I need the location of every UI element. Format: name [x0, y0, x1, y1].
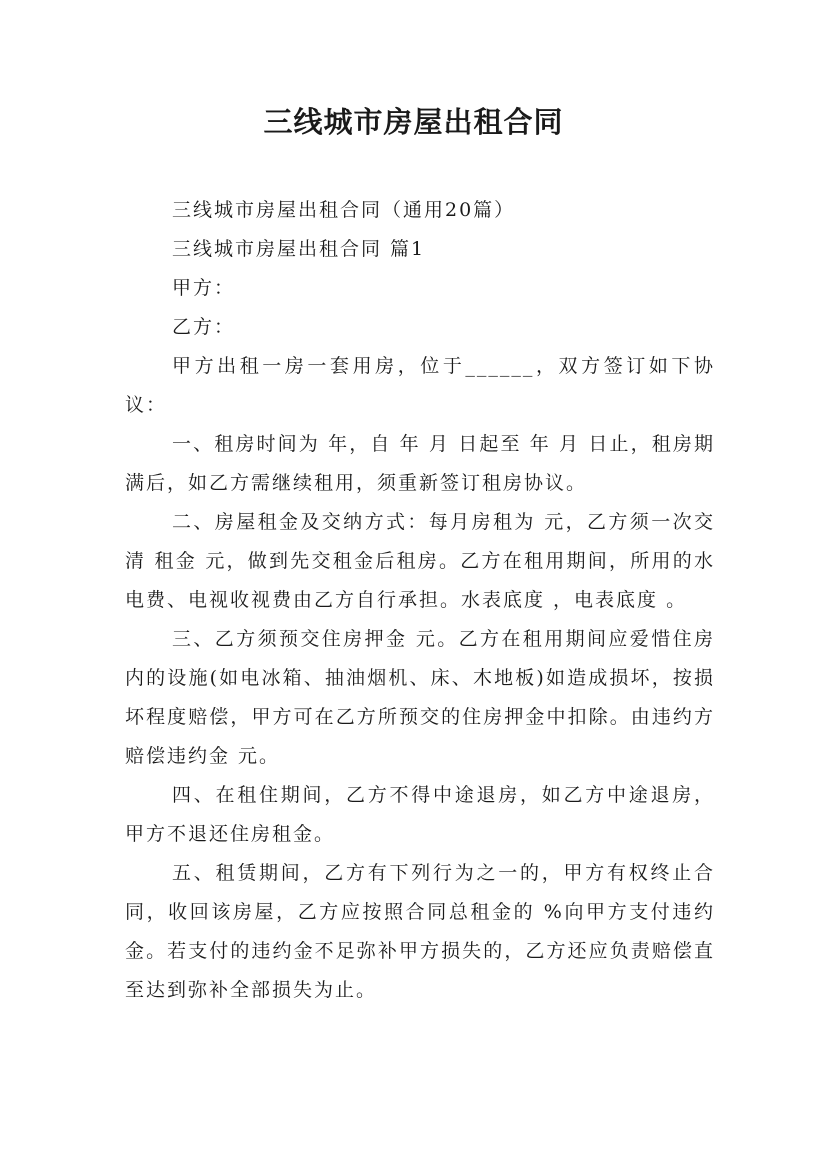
document-body [125, 191, 715, 1010]
paragraph-party-b: 乙方： [172, 316, 236, 338]
paragraph-subtitle: 三线城市房屋出租合同（通用20篇） [172, 199, 516, 221]
paragraph-clause-1: 一、租房时间为 年，自 年 月 日起至 年 月 日止，租房期满后，如乙方需继续租用，须重新签订租房协议。 [125, 433, 715, 494]
paragraph-clause-5: 五、租赁期间，乙方有下列行为之一的，甲方有权终止合同，收回该房屋，乙方应按照合同总租金的 %向甲方支付违约金。若支付的违约金不足弥补甲方损失的，乙方还应负责赔偿直至达到弥补全部损失为止。 [125, 862, 715, 1001]
paragraph-section-heading: 三线城市房屋出租合同 篇1 [172, 238, 426, 260]
paragraph-clause-3: 三、乙方须预交住房押金 元。乙方在租用期间应爱惜住房内的设施(如电冰箱、抽油烟机、床、木地板)如造成损坏，按损坏程度赔偿，甲方可在乙方所预交的住房押金中扣除。由违约方赔偿违约金 元。 [125, 628, 715, 767]
paragraph-clause-4: 四、在租住期间，乙方不得中途退房，如乙方中途退房，甲方不退还住房租金。 [125, 784, 715, 845]
paragraph-clause-2: 二、房屋租金及交纳方式：每月房租为 元，乙方须一次交清 租金 元，做到先交租金后租房。乙方在租用期间，所用的水电费、电视收视费由乙方自行承担。水表底度 ，电表底度 。 [125, 511, 715, 611]
paragraph-intro: 甲方出租一房一套用房，位于______，双方签订如下协议： [125, 355, 715, 416]
document-title: 三线城市房屋出租合同 [263, 105, 564, 139]
paragraph-party-a: 甲方： [172, 277, 236, 299]
